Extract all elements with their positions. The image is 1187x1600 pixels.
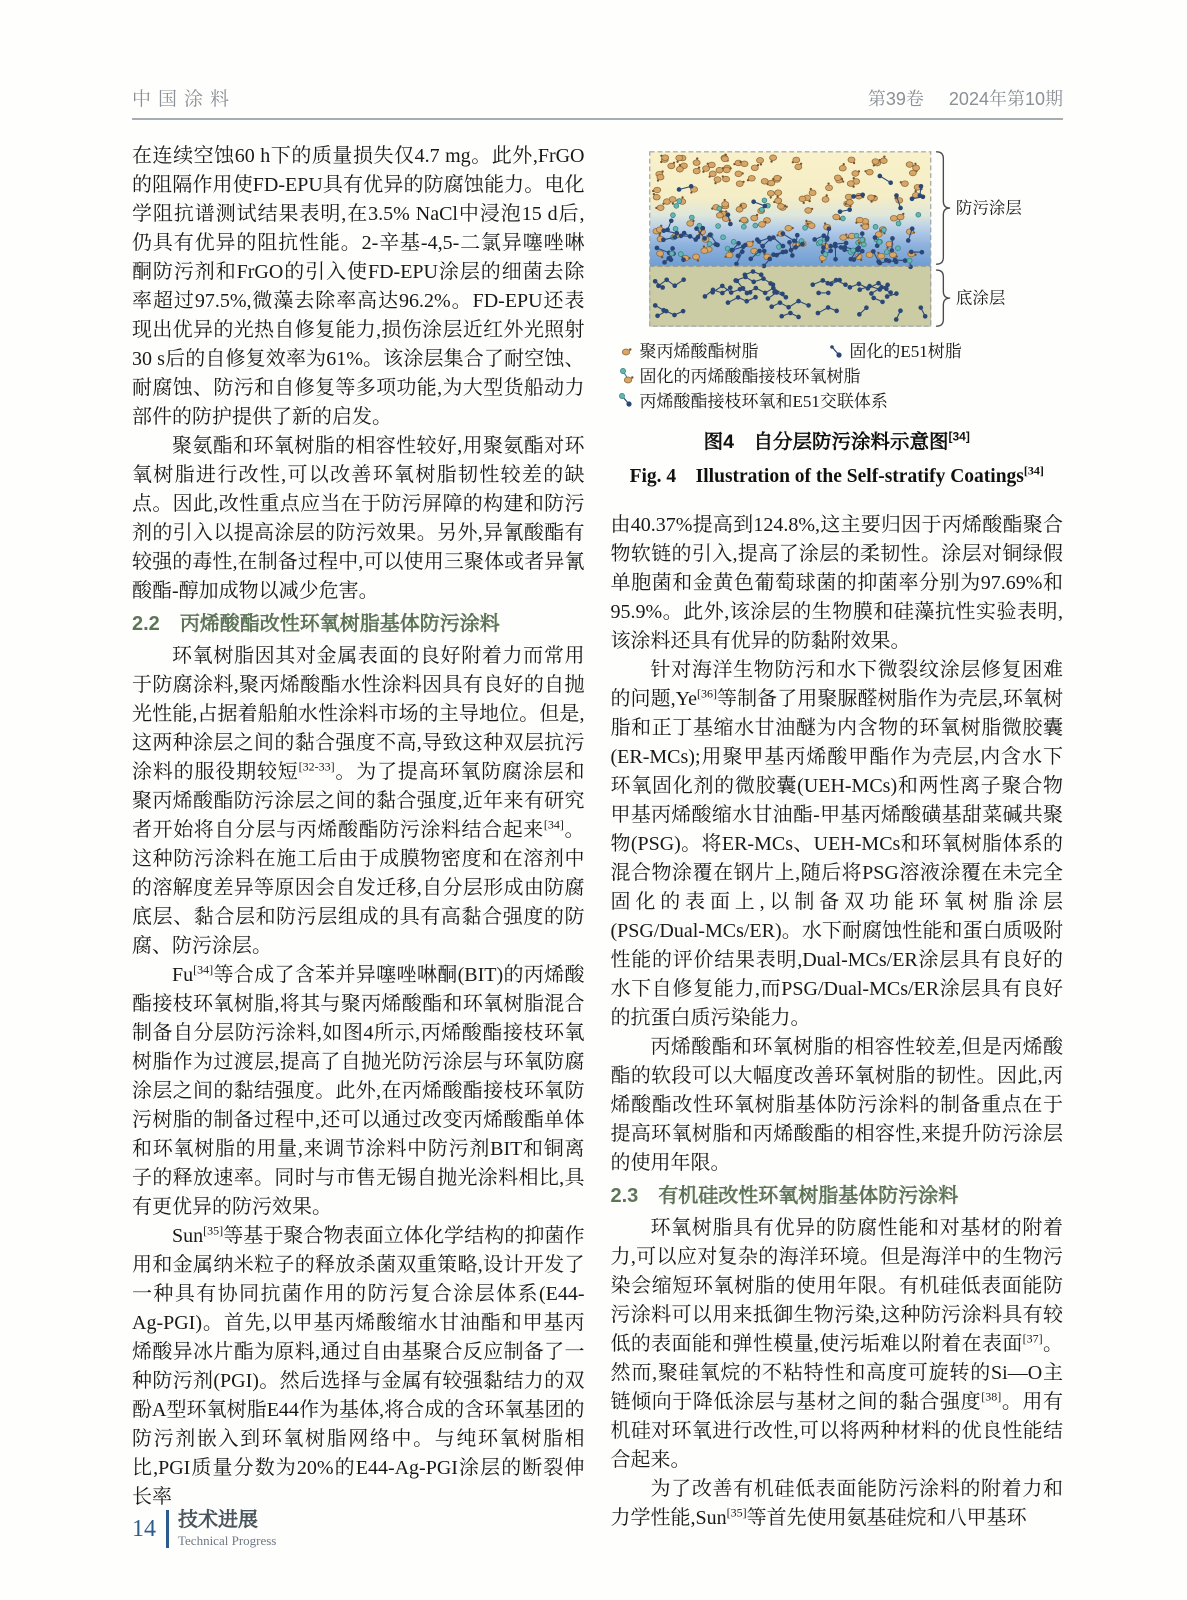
paragraph <box>611 1475 1064 1533</box>
legend-label: 聚丙烯酸酯树脂 <box>639 341 759 361</box>
left-column <box>132 142 585 1533</box>
reference-superscript: [38] <box>981 1389 1002 1404</box>
legend-item <box>826 339 1063 364</box>
paragraph <box>132 432 585 606</box>
legend-item <box>617 339 827 364</box>
footer-divider <box>166 1510 169 1548</box>
section-title: 丙烯酸酯改性环氧树脂基体防污涂料 <box>179 613 500 635</box>
legend-item <box>617 364 1064 389</box>
paragraph <box>611 1033 1064 1178</box>
text-run: 聚氨酯和环氧树脂的相容性较好,用聚氨酯对环氧树脂进行改性,可以改善环氧树脂韧性较差的缺点。因此,改性重点应当在于防污屏障的构建和防污剂的引入以提高涂层的防污效果。另外,异氰酸酯有较强的毒性,在制备过程中,可以使用三聚体或者异氰酸酯-醇加成物以减少危害。 <box>132 435 585 602</box>
paragraph <box>132 1222 585 1512</box>
text-run: Fig. 4 Illustration of the Self-stratify Coatings <box>629 465 1024 487</box>
antifouling-layer-label: 防污涂层 <box>955 198 1022 218</box>
legend-item <box>617 389 1064 414</box>
paragraph <box>611 511 1064 656</box>
text-run: 等合成了含苯并异噻唑啉酮(BIT)的丙烯酸酯接枝环氧树脂,将其与聚丙烯酸酯和环氧树脂混合制备自分层防污涂料,如图4所示,丙烯酸酯接枝环氧树脂作为过渡层,提高了自抛光防污涂层与环氧防腐涂层之间的黏结强度。此外,在丙烯酸酯接枝环氧防污树脂的制备过程中,还可以通过改变丙烯酸酯单体和环氧树脂的用量,来调节涂料中防污剂BIT和铜离子的释放速率。同时与市售无锡自抛光涂料相比,具有更优异的防污效果。 <box>132 964 585 1218</box>
page-header <box>132 84 1063 111</box>
paragraph <box>132 961 585 1222</box>
self-stratify-coating-diagram <box>611 146 1064 336</box>
text-run: 环氧树脂因其对金属表面的良好附着力而常用于防腐涂料,聚丙烯酸酯水性涂料因具有良好的自抛光性能,占据着船舶水性涂料市场的主导地位。但是,这两种涂层之间的黏合强度不高,导致这种双层抗污涂料的服役期较短 <box>132 645 585 783</box>
footer-section <box>178 1510 276 1548</box>
acrylate-grafted-epoxy-e51-network-icon <box>617 390 637 412</box>
text-run: 为了改善有机硅低表面能防污涂料的附着力和力学性能,Sun <box>610 1477 1063 1529</box>
legend-label: 丙烯酸酯接枝环氧和E51交联体系 <box>639 391 888 411</box>
figure-4 <box>611 146 1064 491</box>
legend-label: 固化的丙烯酸酯接枝环氧树脂 <box>639 366 861 386</box>
paragraph <box>132 142 585 432</box>
text-run: 。为了提高环氧防腐涂层和聚丙烯酸酯防污涂层之间的黏合强度,近年来有研究者开始将自分层与丙烯酸酯防污涂料结合起来 <box>132 761 585 841</box>
paragraph <box>611 1214 1064 1475</box>
text-run: 在连续空蚀60 h下的质量损失仅4.7 mg。此外,FrGO的阻隔作用使FD-EPU具有优异的防腐蚀能力。电化学阻抗谱测试结果表明,在3.5% NaCl中浸泡15 d后,仍具有优异的阻抗性能。2-辛基-4,5-二氯异噻唑啉酮防污剂和FrGO的引入使FD-EPU涂层的细菌去除率超过97.5%,微藻去除率高达96.2%。FD-EPU还表现出优异的光热自修复能力,损伤涂层近红外光照射30 s后的自修复效率为61%。该涂层集合了耐空蚀、耐腐蚀、防污和自修复等多项功能,为大型货船动力部件的防护提供了新的启发。 <box>132 145 585 428</box>
polyacrylate-resin-icon <box>617 340 637 362</box>
footer-section-cn: 技术进展 <box>178 1509 258 1531</box>
right-column <box>611 142 1064 1533</box>
page-footer <box>132 1510 276 1548</box>
primer-layer-label: 底涂层 <box>955 288 1005 308</box>
cured-acrylate-grafted-epoxy-icon <box>617 365 637 387</box>
section-number: 2.3 <box>610 1184 639 1207</box>
text-run: 丙烯酸酯和环氧树脂的相容性较差,但是丙烯酸酯的软段可以大幅度改善环氧树脂的韧性。因此,丙烯酸酯改性环氧树脂基体防污涂料的制备重点在于提高环氧树脂和丙烯酸酯的相容性,来提升防污涂层的使用年限。 <box>610 1035 1063 1174</box>
right-column-text <box>611 511 1064 1533</box>
section-number: 2.2 <box>132 613 160 635</box>
issue-info <box>868 85 1063 111</box>
text-run: 。然而,聚硅氧烷的不粘特性和高度可旋转的Si—O主链倾向于降低涂层与基材之间的黏合强度 <box>610 1332 1064 1413</box>
section-title: 有机硅改性环氧树脂基体防污涂料 <box>658 1184 959 1207</box>
text-run: 由40.37%提高到124.8%,这主要归因于丙烯酸酯聚合物软链的引入,提高了涂层的柔韧性。涂层对铜绿假单胞菌和金黄色葡萄球菌的抑菌率分别为97.69%和95.9%。此外,该涂层的生物膜和硅藻抗性实验表明,该涂料还具有优异的防黏附效果。 <box>610 513 1063 652</box>
paragraph <box>611 656 1064 1033</box>
paragraph <box>132 642 585 961</box>
text-run: Fu <box>172 964 194 986</box>
text-run: 图4 自分层防污涂料示意图 <box>703 430 949 453</box>
text-run: 针对海洋生物防污和水下微裂纹涂层修复困难的问题,Ye <box>610 658 1063 710</box>
reference-superscript: [36] <box>697 686 717 701</box>
text-run: 环氧树脂具有优异的防腐性能和对基材的附着力,可以应对复杂的海洋环境。但是海洋中的生物污染会缩短环氧树脂的使用年限。有机硅低表面能防污涂料可以用来抵御生物污染,这种防污涂料具有较低的表面能和弹性模量,使污垢难以附着在表面 <box>610 1216 1063 1355</box>
issue-label: 2024年第10期 <box>948 89 1063 109</box>
section-heading-2.2 <box>132 609 585 639</box>
figure-caption-cn <box>611 428 1064 457</box>
header-rule <box>132 118 1063 120</box>
text-run: 等基于聚合物表面立体化学结构的抑菌作用和金属纳米粒子的释放杀菌双重策略,设计开发了一种具有协同抗菌作用的防污复合涂层体系(E44-Ag-PGI)。首先,以甲基丙烯酸缩水甘油酯和甲基丙烯酸异冰片酯为原料,通过自由基聚合反应制备了一种防污剂(PGI)。然后选择与金属有较强黏结力的双酚A型环氧树脂E44作为基体,将合成的含环氧基团的防污剂嵌入到环氧树脂网络中。与纯环氧树脂相比,PGI质量分数为20%的E44-Ag-PGI涂层的断裂伸长率 <box>132 1225 585 1508</box>
text-run: 等制备了用聚脲醛树脂作为壳层,环氧树脂和正丁基缩水甘油醚为内含物的环氧树脂微胶囊(ER-MCs);用聚甲基丙烯酸甲酯作为壳层,内含水下环氧固化剂的微胶囊(UEH-MCs)和两性离子聚合物甲基丙烯酸缩水甘油酯-甲基丙烯酸磺基甜菜碱共聚物(PSG)。将ER-MCs、UEH-MCs和环氧树脂体系的混合物涂覆在钢片上,随后将PSG溶液涂覆在未完全固化的表面上,以制备双功能环氧树脂涂层(PSG/Dual-MCs/ER)。水下耐腐蚀性能和蛋白质吸附性能的评价结果表明,Dual-MCs/ER涂层具有良好的水下自修复能力,而PSG/Dual-MCs/ER涂层具有良好的抗蛋白质污染能力。 <box>610 687 1064 1029</box>
section-heading-2.3 <box>611 1181 1064 1211</box>
volume-label: 第39卷 <box>867 89 924 109</box>
reference-superscript: [35] <box>726 1505 747 1520</box>
page-number: 14 <box>132 1515 156 1542</box>
legend-label: 固化的E51树脂 <box>849 341 962 361</box>
reference-superscript: [34] <box>193 962 214 977</box>
figure-legend <box>611 339 1064 414</box>
reference-superscript: [35] <box>203 1223 224 1238</box>
reference-superscript: [37] <box>1022 1331 1043 1346</box>
footer-section-en: Technical Progress <box>178 1533 277 1548</box>
reference-superscript: [34] <box>1023 463 1044 478</box>
text-run: 。这种防污涂料在施工后由于成膜物密度和在溶剂中的溶解度差异等原因会自发迁移,自分层形成由防腐底层、黏合层和防污层组成的具有高黏合强度的防腐、防污涂层。 <box>132 819 585 957</box>
text-run: Sun <box>172 1225 204 1247</box>
cured-e51-resin-icon <box>826 340 846 362</box>
reference-superscript: [32-33] <box>298 759 335 774</box>
text-run: 。用有机硅对环氧进行改性,可以将两种材料的优良性能结合起来。 <box>610 1390 1064 1471</box>
figure-caption-en <box>611 462 1064 491</box>
journal-name: 中国涂料 <box>132 89 237 110</box>
reference-superscript: [34] <box>948 429 970 444</box>
reference-superscript: [34] <box>543 817 564 832</box>
text-run: 等首先使用氨基硅烷和八甲基环 <box>746 1506 1027 1529</box>
two-column-body <box>132 142 1063 1533</box>
